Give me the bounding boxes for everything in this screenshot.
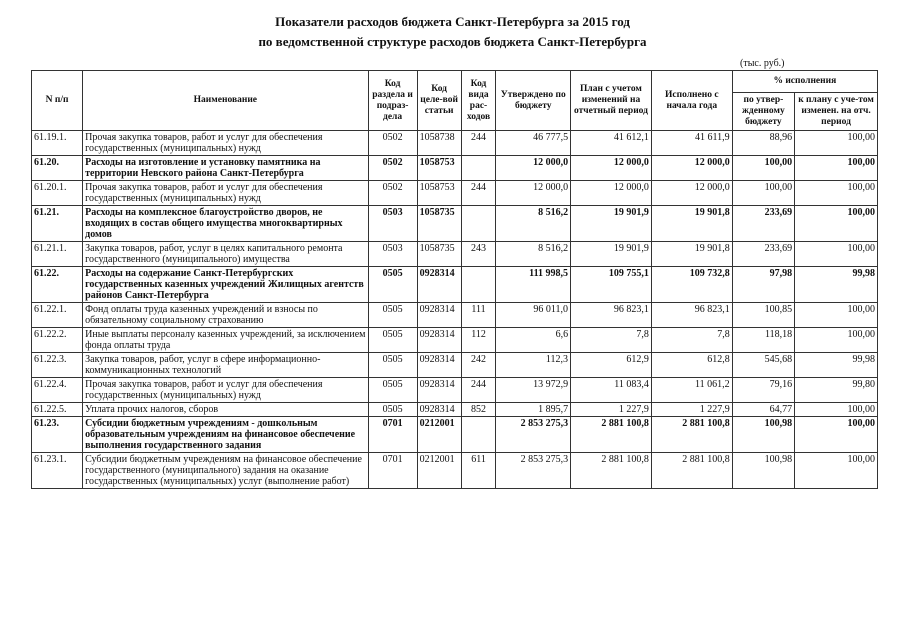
row-number: 61.19.1. — [32, 131, 83, 156]
article-code: 0212001 — [417, 453, 461, 489]
section-code: 0503 — [368, 206, 417, 242]
plan-amount: 11 083,4 — [571, 378, 652, 403]
plan-amount: 7,8 — [571, 328, 652, 353]
row-number: 61.22.2. — [32, 328, 83, 353]
row-number: 61.21.1. — [32, 242, 83, 267]
row-name: Прочая закупка товаров, работ и услуг для обеспечения государственных (муниципальных) нужд — [83, 181, 368, 206]
budget-table — [31, 70, 878, 489]
plan-amount: 19 901,9 — [571, 242, 652, 267]
done-amount: 7,8 — [651, 328, 732, 353]
done-amount: 1 227,9 — [651, 403, 732, 417]
section-code: 0505 — [368, 303, 417, 328]
section-code: 0502 — [368, 156, 417, 181]
pct-plan: 100,00 — [795, 131, 878, 156]
row-name: Закупка товаров, работ, услуг в сфере информационно-коммуникационных технологий — [83, 353, 368, 378]
article-code: 1058738 — [417, 131, 461, 156]
plan-amount: 12 000,0 — [571, 181, 652, 206]
article-code: 1058753 — [417, 156, 461, 181]
section-code: 0701 — [368, 453, 417, 489]
units-label: (тыс. руб.) — [740, 58, 785, 69]
table-row — [32, 206, 878, 242]
approved-amount: 96 011,0 — [496, 303, 571, 328]
type-code: 244 — [461, 378, 496, 403]
done-amount: 12 000,0 — [651, 181, 732, 206]
pct-plan: 100,00 — [795, 453, 878, 489]
done-amount: 2 881 100,8 — [651, 417, 732, 453]
header-type-code: Код вида рас-ходов — [461, 71, 496, 131]
pct-approved: 100,98 — [732, 417, 794, 453]
article-code: 1058735 — [417, 242, 461, 267]
approved-amount: 112,3 — [496, 353, 571, 378]
approved-amount: 2 853 275,3 — [496, 417, 571, 453]
done-amount: 11 061,2 — [651, 378, 732, 403]
row-number: 61.23. — [32, 417, 83, 453]
plan-amount: 41 612,1 — [571, 131, 652, 156]
header-pct-plan: к плану с уче-том изменен. на отч. период — [795, 93, 878, 131]
table-row — [32, 181, 878, 206]
row-name: Расходы на изготовление и установку памятника на территории Невского района Санкт-Петербурга — [83, 156, 368, 181]
row-number: 61.22. — [32, 267, 83, 303]
header-approved: Утверждено по бюджету — [496, 71, 571, 131]
pct-plan: 100,00 — [795, 156, 878, 181]
type-code: 852 — [461, 403, 496, 417]
section-code: 0505 — [368, 353, 417, 378]
row-number: 61.21. — [32, 206, 83, 242]
plan-amount: 19 901,9 — [571, 206, 652, 242]
done-amount: 19 901,8 — [651, 242, 732, 267]
report-subtitle: по ведомственной структуре расходов бюджета Санкт-Петербурга — [258, 34, 647, 49]
pct-plan: 100,00 — [795, 181, 878, 206]
pct-approved: 118,18 — [732, 328, 794, 353]
table-row — [32, 131, 878, 156]
header-num: N п/п — [32, 71, 83, 131]
done-amount: 2 881 100,8 — [651, 453, 732, 489]
pct-plan: 99,98 — [795, 267, 878, 303]
type-code — [461, 417, 496, 453]
pct-approved: 100,00 — [732, 181, 794, 206]
plan-amount: 2 881 100,8 — [571, 453, 652, 489]
pct-approved: 97,98 — [732, 267, 794, 303]
article-code: 1058735 — [417, 206, 461, 242]
pct-plan: 100,00 — [795, 328, 878, 353]
header-plan: План с учетом изменений на отчетный период — [571, 71, 652, 131]
approved-amount: 1 895,7 — [496, 403, 571, 417]
approved-amount: 12 000,0 — [496, 156, 571, 181]
table-row — [32, 417, 878, 453]
section-code: 0505 — [368, 403, 417, 417]
plan-amount: 12 000,0 — [571, 156, 652, 181]
section-code: 0505 — [368, 378, 417, 403]
header-pct-approved: по утвер-жденному бюджету — [732, 93, 794, 131]
pct-approved: 233,69 — [732, 206, 794, 242]
done-amount: 41 611,9 — [651, 131, 732, 156]
approved-amount: 46 777,5 — [496, 131, 571, 156]
row-number: 61.22.1. — [32, 303, 83, 328]
row-name: Расходы на комплексное благоустройство дворов, не входящих в состав общего имущества многоквартирных домов — [83, 206, 368, 242]
table-row — [32, 403, 878, 417]
section-code: 0505 — [368, 267, 417, 303]
pct-plan: 100,00 — [795, 417, 878, 453]
row-name: Иные выплаты персоналу казенных учреждений, за исключением фонда оплаты труда — [83, 328, 368, 353]
plan-amount: 612,9 — [571, 353, 652, 378]
table-row — [32, 353, 878, 378]
report-title: Показатели расходов бюджета Санкт-Петербурга за 2015 год — [275, 14, 630, 29]
done-amount: 96 823,1 — [651, 303, 732, 328]
table-body — [32, 131, 878, 489]
plan-amount: 109 755,1 — [571, 267, 652, 303]
type-code — [461, 156, 496, 181]
plan-amount: 96 823,1 — [571, 303, 652, 328]
done-amount: 612,8 — [651, 353, 732, 378]
header-section-code: Код раздела и подраз-дела — [368, 71, 417, 131]
plan-amount: 1 227,9 — [571, 403, 652, 417]
pct-plan: 99,80 — [795, 378, 878, 403]
pct-approved: 79,16 — [732, 378, 794, 403]
row-name: Субсидии бюджетным учреждениям - дошкольным образовательным учреждениям на финансовое обеспечение выполнения государственного задания — [83, 417, 368, 453]
section-code: 0701 — [368, 417, 417, 453]
row-number: 61.22.5. — [32, 403, 83, 417]
row-name: Расходы на содержание Санкт-Петербургских государственных казенных учреждений Жилищных агентств районов Санкт-Петербурга — [83, 267, 368, 303]
type-code: 244 — [461, 131, 496, 156]
approved-amount: 111 998,5 — [496, 267, 571, 303]
row-name: Уплата прочих налогов, сборов — [83, 403, 368, 417]
type-code: 611 — [461, 453, 496, 489]
table-row — [32, 303, 878, 328]
done-amount: 109 732,8 — [651, 267, 732, 303]
article-code: 0212001 — [417, 417, 461, 453]
pct-approved: 88,96 — [732, 131, 794, 156]
header-name: Наименование — [83, 71, 368, 131]
row-name: Фонд оплаты труда казенных учреждений и взносы по обязательному социальному страхованию — [83, 303, 368, 328]
article-code: 0928314 — [417, 267, 461, 303]
done-amount: 12 000,0 — [651, 156, 732, 181]
article-code: 0928314 — [417, 328, 461, 353]
type-code: 244 — [461, 181, 496, 206]
approved-amount: 12 000,0 — [496, 181, 571, 206]
pct-approved: 233,69 — [732, 242, 794, 267]
done-amount: 19 901,8 — [651, 206, 732, 242]
pct-approved: 64,77 — [732, 403, 794, 417]
pct-approved: 100,85 — [732, 303, 794, 328]
approved-amount: 13 972,9 — [496, 378, 571, 403]
table-header — [32, 71, 878, 131]
type-code — [461, 267, 496, 303]
approved-amount: 2 853 275,3 — [496, 453, 571, 489]
approved-amount: 6,6 — [496, 328, 571, 353]
header-pct: % исполнения — [732, 71, 877, 93]
header-article-code: Код целе-вой статьи — [417, 71, 461, 131]
row-number: 61.23.1. — [32, 453, 83, 489]
table-row — [32, 328, 878, 353]
type-code: 243 — [461, 242, 496, 267]
article-code: 1058753 — [417, 181, 461, 206]
type-code: 112 — [461, 328, 496, 353]
row-number: 61.20. — [32, 156, 83, 181]
section-code: 0503 — [368, 242, 417, 267]
table-row — [32, 378, 878, 403]
section-code: 0502 — [368, 131, 417, 156]
row-name: Закупка товаров, работ, услуг в целях капитального ремонта государственного (муниципального) имущества — [83, 242, 368, 267]
article-code: 0928314 — [417, 378, 461, 403]
row-name: Прочая закупка товаров, работ и услуг для обеспечения государственных (муниципальных) нужд — [83, 378, 368, 403]
row-name: Прочая закупка товаров, работ и услуг для обеспечения государственных (муниципальных) нужд — [83, 131, 368, 156]
pct-approved: 100,00 — [732, 156, 794, 181]
pct-approved: 545,68 — [732, 353, 794, 378]
plan-amount: 2 881 100,8 — [571, 417, 652, 453]
pct-plan: 99,98 — [795, 353, 878, 378]
row-number: 61.22.3. — [32, 353, 83, 378]
type-code: 242 — [461, 353, 496, 378]
pct-plan: 100,00 — [795, 206, 878, 242]
section-code: 0505 — [368, 328, 417, 353]
article-code: 0928314 — [417, 403, 461, 417]
pct-plan: 100,00 — [795, 242, 878, 267]
table-row — [32, 453, 878, 489]
approved-amount: 8 516,2 — [496, 242, 571, 267]
table-row — [32, 156, 878, 181]
article-code: 0928314 — [417, 353, 461, 378]
pct-plan: 100,00 — [795, 403, 878, 417]
row-name: Субсидии бюджетным учреждениям на финансовое обеспечение государственного (муниципального) задания на оказание государственных (муниципальных) услуг (выполнение работ) — [83, 453, 368, 489]
row-number: 61.22.4. — [32, 378, 83, 403]
row-number: 61.20.1. — [32, 181, 83, 206]
approved-amount: 8 516,2 — [496, 206, 571, 242]
pct-approved: 100,98 — [732, 453, 794, 489]
type-code: 111 — [461, 303, 496, 328]
section-code: 0502 — [368, 181, 417, 206]
table-row — [32, 242, 878, 267]
table-row — [32, 267, 878, 303]
header-done: Исполнено с начала года — [651, 71, 732, 131]
article-code: 0928314 — [417, 303, 461, 328]
pct-plan: 100,00 — [795, 303, 878, 328]
type-code — [461, 206, 496, 242]
